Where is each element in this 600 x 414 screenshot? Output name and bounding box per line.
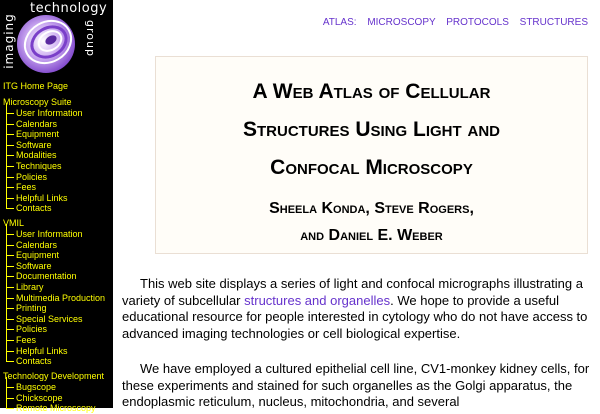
title-line: Confocal Microscopy xyxy=(270,156,473,179)
sidebar-item[interactable]: Contacts xyxy=(3,203,113,214)
sidebar-item[interactable]: Techniques xyxy=(3,161,113,172)
sidebar-item[interactable]: Fees xyxy=(3,335,113,346)
sidebar-item[interactable]: Contacts xyxy=(3,356,113,367)
sidebar xyxy=(0,0,113,414)
sidebar-group-title[interactable]: Technology Development xyxy=(3,371,105,381)
title-panel xyxy=(155,56,588,254)
page-title xyxy=(156,73,587,187)
nav-link-microscopy[interactable]: MICROSCOPY xyxy=(367,17,436,28)
sidebar-item[interactable]: Policies xyxy=(3,172,113,183)
sidebar-item[interactable]: Calendars xyxy=(3,240,113,251)
nav-link-protocols[interactable]: PROTOCOLS xyxy=(446,17,509,28)
author-line: and Daniel E. Weber xyxy=(300,227,443,244)
sidebar-item[interactable]: Equipment xyxy=(3,250,113,261)
sidebar-item[interactable]: User Information xyxy=(3,108,113,119)
structures-organelles-link[interactable]: structures and organelles xyxy=(244,292,391,308)
sidebar-item[interactable]: Special Services xyxy=(3,314,113,325)
intro-text-end: . We hope to provide a useful educational resource for people interested in cytology who do not have access to advanced imaging technologies or cell biological expertise. xyxy=(122,292,588,341)
sidebar-home-link[interactable]: ITG Home Page xyxy=(3,81,69,91)
sidebar-item[interactable]: Helpful Links xyxy=(3,346,113,357)
sidebar-item[interactable]: Helpful Links xyxy=(3,193,113,204)
logo-word-imaging: imaging xyxy=(1,13,16,69)
intro-text-start: This web site displays a series of light and confocal micrographs illustrating a variety of subcellular xyxy=(122,276,583,308)
nav-atlas-label: ATLAS: xyxy=(322,17,357,28)
nav-link-structures[interactable]: STRUCTURES xyxy=(519,17,588,28)
author-list xyxy=(156,195,587,249)
sidebar-group-microscopy xyxy=(3,97,113,214)
sidebar-group-title[interactable]: VMIL xyxy=(3,218,25,228)
sidebar-group-techdev xyxy=(3,371,113,414)
sidebar-item[interactable]: User Information xyxy=(3,229,113,240)
sidebar-item[interactable]: Remote Microscopy xyxy=(3,403,113,414)
sidebar-item[interactable]: Fees xyxy=(3,182,113,193)
logo-word-technology: technology xyxy=(30,1,108,16)
sidebar-item[interactable]: Chickscope xyxy=(3,393,113,404)
author-line: Sheela Konda, Steve Rogers, xyxy=(269,200,474,217)
atlas-top-nav xyxy=(323,17,588,28)
sidebar-item[interactable]: Multimedia Production xyxy=(3,293,113,304)
itg-logo[interactable] xyxy=(0,0,113,78)
sidebar-item[interactable]: Software xyxy=(3,261,113,272)
sidebar-item[interactable]: Documentation xyxy=(3,271,113,282)
methods-paragraph: We have employed a cultured epithelial cell line, CV1-monkey kidney cells, for these experiments and stained for such organelles as the Golgi apparatus, the endoplasmic reticulum, nucleus, mitochondria, and several xyxy=(122,361,590,409)
sidebar-item[interactable]: Modalities xyxy=(3,150,113,161)
sidebar-item[interactable]: Library xyxy=(3,282,113,293)
logo-swirl-icon xyxy=(14,12,78,76)
title-line: A Web Atlas of Cellular xyxy=(252,80,491,103)
intro-paragraph xyxy=(122,276,594,342)
sidebar-group-title[interactable]: Microscopy Suite xyxy=(3,97,72,107)
sidebar-item[interactable]: Printing xyxy=(3,303,113,314)
sidebar-item[interactable]: Software xyxy=(3,140,113,151)
sidebar-item[interactable]: Bugscope xyxy=(3,382,113,393)
sidebar-group-vmil xyxy=(3,218,113,367)
sidebar-item[interactable]: Calendars xyxy=(3,119,113,130)
logo-word-group: group xyxy=(83,20,97,57)
sidebar-item[interactable]: Policies xyxy=(3,324,113,335)
sidebar-item[interactable]: Equipment xyxy=(3,129,113,140)
title-line: Structures Using Light and xyxy=(242,118,500,141)
